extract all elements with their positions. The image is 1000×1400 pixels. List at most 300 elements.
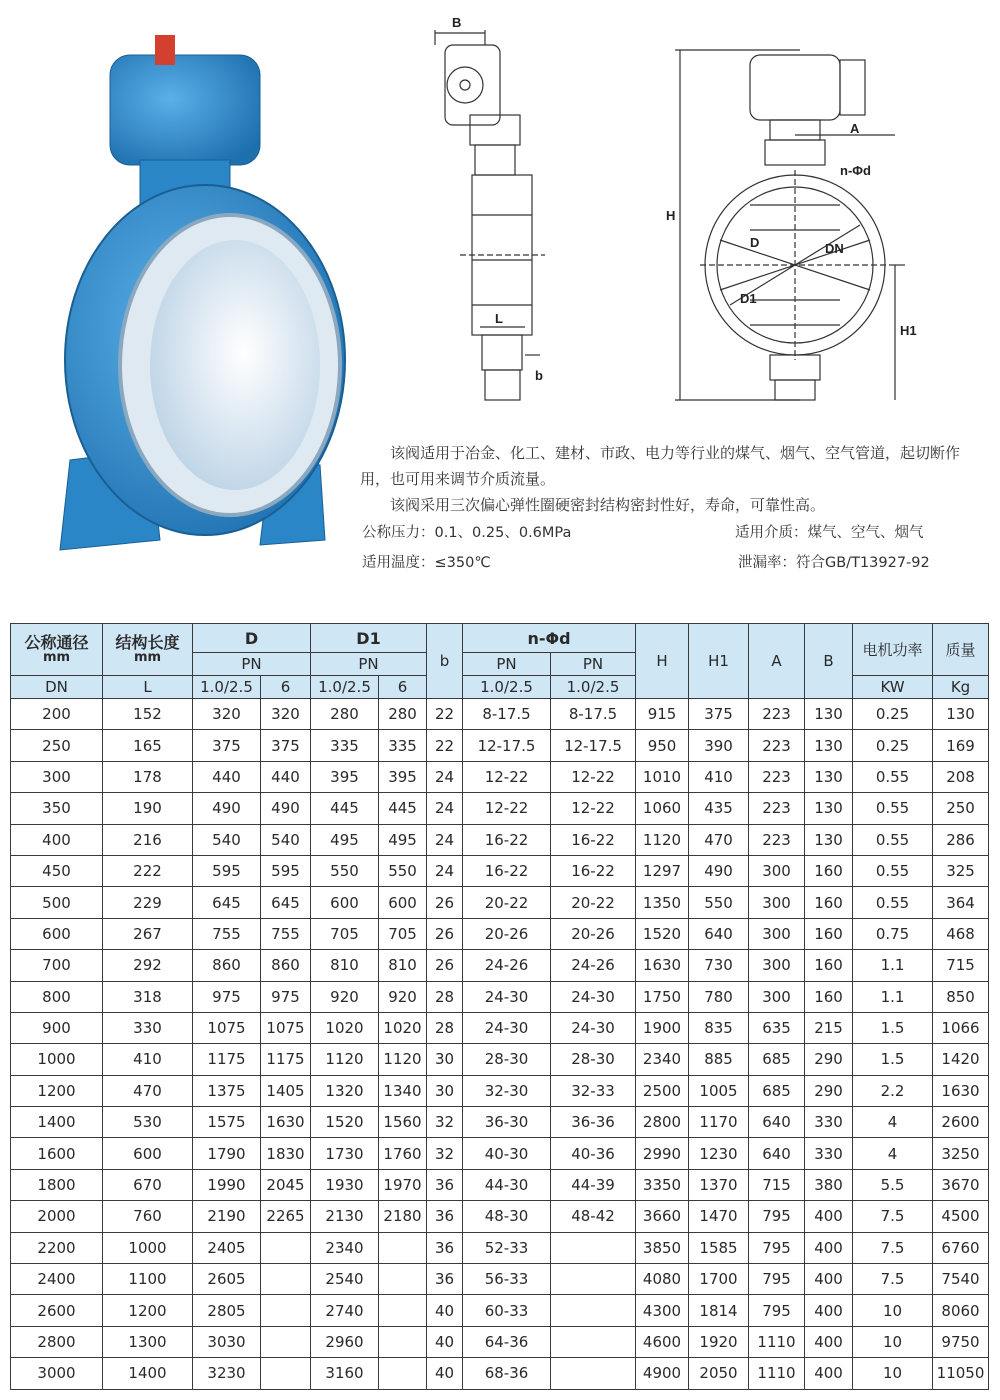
table-cell: 36-30 [463, 1107, 551, 1138]
table-cell: 645 [261, 887, 311, 918]
table-cell: 10 [853, 1295, 933, 1326]
table-cell: 3230 [193, 1358, 261, 1389]
header-dn-main: 公称通径 mm [11, 624, 103, 676]
table-cell: 28-30 [463, 1044, 551, 1075]
table-cell: 40-36 [551, 1138, 636, 1169]
table-cell: 1375 [193, 1075, 261, 1106]
table-cell: 1630 [933, 1075, 989, 1106]
table-cell: 1.1 [853, 981, 933, 1012]
table-cell: 760 [103, 1201, 193, 1232]
table-cell: 375 [689, 699, 749, 730]
table-cell: 56-33 [463, 1264, 551, 1295]
table-cell: 229 [103, 887, 193, 918]
table-cell: 22 [427, 730, 463, 761]
table-cell: 550 [311, 855, 379, 886]
header-D-pn-a: 1.0/2.5 [193, 676, 261, 699]
description-line-2: 该阀采用三次偏心弹性圈硬密封结构密封性好，寿命，可靠性高。 [390, 496, 826, 514]
table-cell: 600 [311, 887, 379, 918]
label-H1: H1 [900, 323, 917, 338]
table-cell: 410 [103, 1044, 193, 1075]
table-cell: 52-33 [463, 1232, 551, 1263]
table-cell: 445 [379, 793, 427, 824]
label-B-top: B [452, 15, 462, 30]
table-cell: 468 [933, 918, 989, 949]
table-cell: 24-30 [551, 1012, 636, 1043]
table-cell: 130 [805, 730, 853, 761]
table-cell: 1120 [311, 1044, 379, 1075]
table-cell: 400 [11, 824, 103, 855]
table-cell: 24 [427, 761, 463, 792]
table-cell: 2340 [311, 1232, 379, 1263]
table-cell: 286 [933, 824, 989, 855]
table-cell: 44-39 [551, 1169, 636, 1200]
table-cell: 30 [427, 1075, 463, 1106]
table-cell [551, 1295, 636, 1326]
table-cell: 850 [933, 981, 989, 1012]
table-cell: 250 [11, 730, 103, 761]
table-cell: 2045 [261, 1169, 311, 1200]
header-D1-pn-b: 6 [379, 676, 427, 699]
table-cell: 1.1 [853, 950, 933, 981]
table-row [11, 1201, 989, 1232]
table-cell: 685 [749, 1075, 805, 1106]
table-cell: 12-22 [551, 761, 636, 792]
table-cell: 1990 [193, 1169, 261, 1200]
header-D-pn: PN [193, 653, 311, 676]
table-row [11, 1107, 989, 1138]
table-cell: 400 [805, 1232, 853, 1263]
table-cell: 670 [103, 1169, 193, 1200]
table-cell: 2340 [636, 1044, 689, 1075]
table-cell: 900 [11, 1012, 103, 1043]
table-cell: 24-30 [463, 1012, 551, 1043]
table-cell: 3250 [933, 1138, 989, 1169]
table-cell: 470 [103, 1075, 193, 1106]
header-H1: H1 [689, 624, 749, 699]
table-cell: 290 [805, 1044, 853, 1075]
table-cell: 216 [103, 824, 193, 855]
table-cell: 36-36 [551, 1107, 636, 1138]
table-cell [379, 1295, 427, 1326]
table-cell: 685 [749, 1044, 805, 1075]
table-cell: 1830 [261, 1138, 311, 1169]
table-row [11, 793, 989, 824]
table-cell: 48-42 [551, 1201, 636, 1232]
table-row [11, 1138, 989, 1169]
table-cell: 5.5 [853, 1169, 933, 1200]
table-cell: 130 [805, 824, 853, 855]
table-cell: 1420 [933, 1044, 989, 1075]
table-cell: 795 [749, 1264, 805, 1295]
table-cell [379, 1264, 427, 1295]
header-l-main: 结构长度 mm [103, 624, 193, 676]
spec-medium: 适用介质：煤气、空气、烟气 [735, 525, 924, 541]
table-cell: 800 [11, 981, 103, 1012]
table-cell: 1200 [103, 1295, 193, 1326]
table-cell: 4600 [636, 1326, 689, 1357]
header-mass: 质量 [933, 624, 989, 676]
table-cell: 223 [749, 761, 805, 792]
table-cell: 2000 [11, 1201, 103, 1232]
table-cell: 0.55 [853, 887, 933, 918]
table-cell: 400 [805, 1264, 853, 1295]
table-cell: 364 [933, 887, 989, 918]
table-cell: 1005 [689, 1075, 749, 1106]
table-cell: 435 [689, 793, 749, 824]
table-cell: 2540 [311, 1264, 379, 1295]
header-l: L [103, 676, 193, 699]
table-cell: 165 [103, 730, 193, 761]
table-cell: 0.55 [853, 855, 933, 886]
table-cell: 290 [805, 1075, 853, 1106]
table-cell: 440 [261, 761, 311, 792]
header-nphid: n-Φd [463, 624, 636, 653]
header-nphid-pn-a: PN [463, 653, 551, 676]
table-cell: 1.5 [853, 1012, 933, 1043]
table-cell: 795 [749, 1295, 805, 1326]
table-cell: 1020 [311, 1012, 379, 1043]
table-cell: 12-22 [463, 793, 551, 824]
table-cell: 1300 [103, 1326, 193, 1357]
table-row [11, 855, 989, 886]
table-cell: 4300 [636, 1295, 689, 1326]
table-cell: 160 [805, 981, 853, 1012]
table-row [11, 1169, 989, 1200]
header-B: B [805, 624, 853, 699]
table-cell: 223 [749, 730, 805, 761]
table-cell [261, 1232, 311, 1263]
header-nphid-pn-b: PN [551, 653, 636, 676]
table-cell: 16-22 [463, 855, 551, 886]
table-cell: 335 [379, 730, 427, 761]
table-cell: 2200 [11, 1232, 103, 1263]
table-row [11, 1264, 989, 1295]
table-cell: 24 [427, 855, 463, 886]
table-cell: 169 [933, 730, 989, 761]
table-cell: 350 [11, 793, 103, 824]
valve-photo [40, 20, 370, 565]
table-cell: 2600 [933, 1107, 989, 1138]
table-cell: 8060 [933, 1295, 989, 1326]
table-cell: 1585 [689, 1232, 749, 1263]
table-cell: 30 [427, 1044, 463, 1075]
table-cell [261, 1326, 311, 1357]
table-cell: 1520 [311, 1107, 379, 1138]
table-cell: 160 [805, 950, 853, 981]
table-cell: 2990 [636, 1138, 689, 1169]
header-D1-pn: PN [311, 653, 427, 676]
table-cell: 795 [749, 1232, 805, 1263]
table-cell: 0.25 [853, 730, 933, 761]
table-body [11, 699, 989, 1390]
table-cell: 36 [427, 1169, 463, 1200]
table-cell: 635 [749, 1012, 805, 1043]
label-b: b [535, 368, 543, 383]
table-cell: 48-30 [463, 1201, 551, 1232]
table-cell: 32 [427, 1138, 463, 1169]
table-cell: 1560 [379, 1107, 427, 1138]
table-cell: 445 [311, 793, 379, 824]
table-cell: 810 [311, 950, 379, 981]
table-cell: 0.55 [853, 761, 933, 792]
table-cell: 24-26 [551, 950, 636, 981]
table-cell: 330 [805, 1138, 853, 1169]
table-cell: 1970 [379, 1169, 427, 1200]
label-A: A [850, 121, 860, 136]
header-H: H [636, 624, 689, 699]
table-cell: 160 [805, 918, 853, 949]
table-cell: 730 [689, 950, 749, 981]
table-cell: 1320 [311, 1075, 379, 1106]
table-cell: 26 [427, 887, 463, 918]
table-cell: 160 [805, 855, 853, 886]
table-cell: 1000 [103, 1232, 193, 1263]
table-cell: 0.55 [853, 793, 933, 824]
table-cell: 16-22 [463, 824, 551, 855]
table-cell: 26 [427, 918, 463, 949]
table-cell: 4 [853, 1107, 933, 1138]
table-cell: 2800 [11, 1326, 103, 1357]
table-cell: 2500 [636, 1075, 689, 1106]
table-cell: 152 [103, 699, 193, 730]
table-cell: 200 [11, 699, 103, 730]
table-cell: 0.75 [853, 918, 933, 949]
label-D1: D1 [740, 291, 757, 306]
table-cell: 595 [193, 855, 261, 886]
table-cell: 16-22 [551, 855, 636, 886]
table-cell: 24-30 [463, 981, 551, 1012]
label-D: D [750, 235, 760, 250]
table-cell: 292 [103, 950, 193, 981]
table-row [11, 918, 989, 949]
table-cell: 20-26 [551, 918, 636, 949]
table-row [11, 1075, 989, 1106]
table-cell: 1700 [689, 1264, 749, 1295]
table-cell: 300 [749, 887, 805, 918]
header-dn: DN [11, 676, 103, 699]
table-cell: 0.55 [853, 824, 933, 855]
table-row [11, 1012, 989, 1043]
table-cell: 600 [103, 1138, 193, 1169]
table-row [11, 981, 989, 1012]
table-cell: 36 [427, 1201, 463, 1232]
table-cell: 2400 [11, 1264, 103, 1295]
table-cell: 2960 [311, 1326, 379, 1357]
header-D-pn-b: 6 [261, 676, 311, 699]
table-cell: 223 [749, 793, 805, 824]
table-cell: 1340 [379, 1075, 427, 1106]
table-cell: 395 [311, 761, 379, 792]
table-cell: 1350 [636, 887, 689, 918]
table-cell: 2805 [193, 1295, 261, 1326]
table-cell: 300 [11, 761, 103, 792]
table-cell: 28-30 [551, 1044, 636, 1075]
table-cell: 2405 [193, 1232, 261, 1263]
table-cell: 44-30 [463, 1169, 551, 1200]
table-cell: 130 [805, 793, 853, 824]
table-cell: 885 [689, 1044, 749, 1075]
table-cell: 2.2 [853, 1075, 933, 1106]
table-row [11, 1295, 989, 1326]
table-cell: 208 [933, 761, 989, 792]
table-cell: 190 [103, 793, 193, 824]
table-row [11, 950, 989, 981]
spec-temperature: 适用温度：≤350℃ [362, 555, 491, 571]
table-cell: 36 [427, 1232, 463, 1263]
table-cell: 2605 [193, 1264, 261, 1295]
table-cell: 380 [805, 1169, 853, 1200]
table-cell: 1120 [636, 824, 689, 855]
header-D1-pn-a: 1.0/2.5 [311, 676, 379, 699]
table-cell: 178 [103, 761, 193, 792]
spec-table [10, 623, 989, 1390]
table-cell: 600 [11, 918, 103, 949]
table-cell: 330 [103, 1012, 193, 1043]
table-cell: 300 [749, 981, 805, 1012]
table-cell: 12-22 [463, 761, 551, 792]
spec-leakage: 泄漏率：符合GB/T13927-92 [738, 555, 930, 571]
table-cell: 26 [427, 950, 463, 981]
table-cell: 1175 [193, 1044, 261, 1075]
table-cell: 8-17.5 [551, 699, 636, 730]
table-cell: 950 [636, 730, 689, 761]
header-kw: KW [853, 676, 933, 699]
table-cell: 64-36 [463, 1326, 551, 1357]
table-cell: 28 [427, 981, 463, 1012]
table-cell: 395 [379, 761, 427, 792]
table-cell: 1814 [689, 1295, 749, 1326]
table-cell [261, 1358, 311, 1389]
table-cell: 1630 [636, 950, 689, 981]
table-cell: 20-26 [463, 918, 551, 949]
table-cell: 1110 [749, 1358, 805, 1389]
table-cell: 320 [193, 699, 261, 730]
table-cell: 9750 [933, 1326, 989, 1357]
table-cell: 1060 [636, 793, 689, 824]
table-cell: 1110 [749, 1326, 805, 1357]
table-cell: 20-22 [463, 887, 551, 918]
table-cell: 1020 [379, 1012, 427, 1043]
table-cell: 1600 [11, 1138, 103, 1169]
table-cell: 470 [689, 824, 749, 855]
table-cell: 600 [379, 887, 427, 918]
table-cell [551, 1358, 636, 1389]
table-cell: 223 [749, 824, 805, 855]
label-L: L [495, 311, 503, 326]
label-n-phi-d: n-Φd [840, 163, 871, 178]
table-cell: 1900 [636, 1012, 689, 1043]
table-row [11, 1232, 989, 1263]
table-cell: 495 [311, 824, 379, 855]
table-cell: 2180 [379, 1201, 427, 1232]
table-cell: 250 [933, 793, 989, 824]
table-row [11, 1358, 989, 1389]
table-cell: 540 [261, 824, 311, 855]
table-cell: 300 [749, 918, 805, 949]
table-cell: 1075 [261, 1012, 311, 1043]
table-cell: 3160 [311, 1358, 379, 1389]
table-row [11, 824, 989, 855]
table-cell: 400 [805, 1326, 853, 1357]
header-nphid-pn-b-val: 1.0/2.5 [551, 676, 636, 699]
table-cell: 335 [311, 730, 379, 761]
table-cell: 215 [805, 1012, 853, 1043]
table-cell: 400 [805, 1201, 853, 1232]
table-cell: 40-30 [463, 1138, 551, 1169]
table-cell: 280 [311, 699, 379, 730]
table-cell: 1400 [11, 1107, 103, 1138]
header-D1: D1 [311, 624, 427, 653]
table-cell: 375 [261, 730, 311, 761]
table-cell: 28 [427, 1012, 463, 1043]
table-cell: 267 [103, 918, 193, 949]
table-row [11, 1326, 989, 1357]
table-cell: 40 [427, 1326, 463, 1357]
table-cell: 4 [853, 1138, 933, 1169]
table-cell: 500 [11, 887, 103, 918]
table-cell: 780 [689, 981, 749, 1012]
table-cell: 640 [749, 1138, 805, 1169]
table-cell: 1000 [11, 1044, 103, 1075]
table-cell: 975 [261, 981, 311, 1012]
table-cell: 330 [805, 1107, 853, 1138]
table-cell: 920 [311, 981, 379, 1012]
table-cell: 2050 [689, 1358, 749, 1389]
table-row [11, 699, 989, 730]
table-cell: 280 [379, 699, 427, 730]
table-cell [379, 1232, 427, 1263]
table-cell: 400 [805, 1295, 853, 1326]
table-cell: 705 [311, 918, 379, 949]
table-cell: 12-17.5 [551, 730, 636, 761]
table-cell: 595 [261, 855, 311, 886]
table-cell: 1790 [193, 1138, 261, 1169]
table-cell: 2265 [261, 1201, 311, 1232]
table-cell [379, 1326, 427, 1357]
table-cell: 860 [261, 950, 311, 981]
table-cell: 1520 [636, 918, 689, 949]
table-cell: 325 [933, 855, 989, 886]
table-cell: 8-17.5 [463, 699, 551, 730]
table-cell: 300 [749, 855, 805, 886]
table-cell [551, 1264, 636, 1295]
header-motor: 电机功率 [853, 624, 933, 676]
table-cell: 1750 [636, 981, 689, 1012]
table-cell: 0.25 [853, 699, 933, 730]
header-A: A [749, 624, 805, 699]
table-cell: 715 [749, 1169, 805, 1200]
table-cell [261, 1295, 311, 1326]
table-cell: 1730 [311, 1138, 379, 1169]
table-cell [261, 1264, 311, 1295]
table-cell: 7540 [933, 1264, 989, 1295]
table-cell: 32 [427, 1107, 463, 1138]
table-cell: 24-30 [551, 981, 636, 1012]
table-cell: 20-22 [551, 887, 636, 918]
table-cell: 3000 [11, 1358, 103, 1389]
table-cell: 540 [193, 824, 261, 855]
table-cell: 12-17.5 [463, 730, 551, 761]
table-cell: 390 [689, 730, 749, 761]
table-cell: 2800 [636, 1107, 689, 1138]
table-cell [551, 1326, 636, 1357]
table-cell: 40 [427, 1358, 463, 1389]
table-cell: 1800 [11, 1169, 103, 1200]
table-cell: 1470 [689, 1201, 749, 1232]
table-row [11, 887, 989, 918]
table-cell: 4500 [933, 1201, 989, 1232]
table-cell: 22 [427, 699, 463, 730]
